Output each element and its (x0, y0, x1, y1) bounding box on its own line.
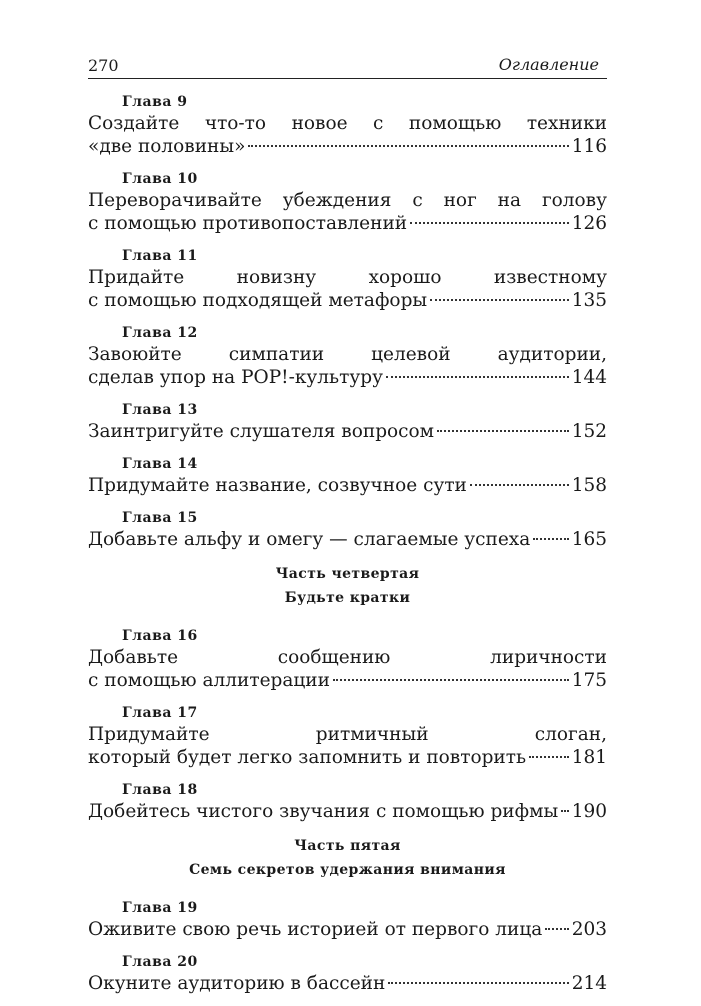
header-rule (88, 78, 607, 79)
chapter-label: Глава 20 (122, 954, 198, 970)
chapter-title-last-line (88, 972, 607, 995)
dot-leader (388, 982, 568, 984)
chapter-title-text: Заинтригуйте слушателя вопросом (88, 421, 435, 442)
chapter-title-text: сделав упор на POP!-культуру (88, 367, 383, 388)
chapter-page-number: 116 (571, 136, 607, 157)
chapter-title-last-line (88, 746, 607, 769)
toc-entry (88, 169, 607, 235)
dot-leader (248, 145, 568, 147)
chapter-label: Глава 16 (122, 628, 198, 644)
toc-entry (88, 703, 607, 769)
chapter-title-text: Добейтесь чистого звучания с помощью рифмы (88, 801, 559, 822)
toc-entry (88, 246, 607, 312)
dot-leader (430, 299, 569, 301)
page-header (88, 54, 607, 82)
dot-leader (470, 484, 569, 486)
table-of-contents (88, 92, 607, 1006)
chapter-title-line: Создайте что-то новое с помощью техники (88, 113, 607, 134)
part-title: Семь секретов удержания внимания (189, 862, 506, 878)
chapter-title-text: который будет легко запомнить и повторить (88, 747, 527, 768)
dot-leader (333, 679, 569, 681)
part-title: Будьте кратки (284, 590, 411, 606)
chapter-page-number: 152 (571, 421, 607, 442)
toc-entry (88, 323, 607, 389)
chapter-title-last-line (88, 669, 607, 692)
chapter-title-last-line (88, 366, 607, 389)
chapter-title-line: Добавьте сообщению лиричности (88, 647, 607, 668)
chapter-page-number: 214 (571, 973, 607, 994)
toc-entry (88, 898, 607, 941)
chapter-title-text: с помощью противопоставлений (88, 213, 408, 234)
chapter-title-text: Оживите свою речь историей от первого лица (88, 919, 543, 940)
chapter-label: Глава 14 (122, 456, 198, 472)
chapter-title-last-line (88, 918, 607, 941)
chapter-page-number: 203 (571, 919, 607, 940)
toc-entry (88, 952, 607, 995)
chapter-title-last-line (88, 528, 607, 551)
chapter-title-text: Добавьте альфу и омегу — слагаемые успеха (88, 529, 531, 550)
toc-entry (88, 92, 607, 158)
toc-entry (88, 454, 607, 497)
chapter-label: Глава 18 (122, 782, 198, 798)
chapter-title-last-line (88, 474, 607, 497)
chapter-page-number: 135 (571, 290, 607, 311)
chapter-label: Глава 13 (122, 402, 198, 418)
chapter-title-line: Переворачивайте убеждения с ног на голову (88, 190, 607, 211)
running-title: Оглавление (498, 55, 599, 74)
chapter-page-number: 181 (571, 747, 607, 768)
chapter-page-number: 126 (571, 213, 607, 234)
dot-leader (410, 222, 569, 224)
part-label: Часть пятая (294, 838, 401, 854)
dot-leader (533, 538, 568, 540)
chapter-label: Глава 11 (122, 248, 198, 264)
dot-leader (437, 430, 569, 432)
chapter-page-number: 190 (571, 801, 607, 822)
chapter-title-last-line (88, 289, 607, 312)
chapter-title-text: Окуните аудиторию в бассейн (88, 973, 386, 994)
chapter-page-number: 158 (571, 475, 607, 496)
toc-entry (88, 626, 607, 692)
chapter-label: Глава 19 (122, 900, 198, 916)
chapter-label: Глава 9 (122, 94, 188, 110)
chapter-title-text: Придумайте название, созвучное сути (88, 475, 467, 496)
part-heading (88, 562, 607, 610)
dot-leader (529, 756, 569, 758)
dot-leader (545, 928, 568, 930)
dot-leader (386, 376, 569, 378)
chapter-title-last-line (88, 135, 607, 158)
chapter-page-number: 144 (571, 367, 607, 388)
chapter-title-last-line (88, 212, 607, 235)
dot-leader (561, 810, 568, 812)
chapter-page-number: 165 (571, 529, 607, 550)
chapter-label: Глава 17 (122, 705, 198, 721)
chapter-group (88, 92, 607, 551)
chapter-title-text: «две половины» (88, 136, 246, 157)
chapter-page-number: 175 (571, 670, 607, 691)
chapter-title-text: с помощью аллитерации (88, 670, 330, 691)
toc-entry (88, 780, 607, 823)
part-heading (88, 834, 607, 882)
chapter-title-last-line (88, 800, 607, 823)
chapter-title-line: Придайте новизну хорошо известному (88, 267, 607, 288)
toc-entry (88, 400, 607, 443)
chapter-title-text: с помощью подходящей метафоры (88, 290, 428, 311)
chapter-title-line: Придумайте ритмичный слоган, (88, 724, 607, 745)
chapter-label: Глава 10 (122, 171, 198, 187)
chapter-title-line: Завоюйте симпатии целевой аудитории, (88, 344, 607, 365)
part-label: Часть четвертая (275, 566, 420, 582)
chapter-title-last-line (88, 420, 607, 443)
chapter-group (88, 898, 607, 995)
chapter-group (88, 626, 607, 823)
chapter-label: Глава 12 (122, 325, 198, 341)
toc-entry (88, 508, 607, 551)
page-number: 270 (88, 56, 119, 75)
chapter-label: Глава 15 (122, 510, 198, 526)
